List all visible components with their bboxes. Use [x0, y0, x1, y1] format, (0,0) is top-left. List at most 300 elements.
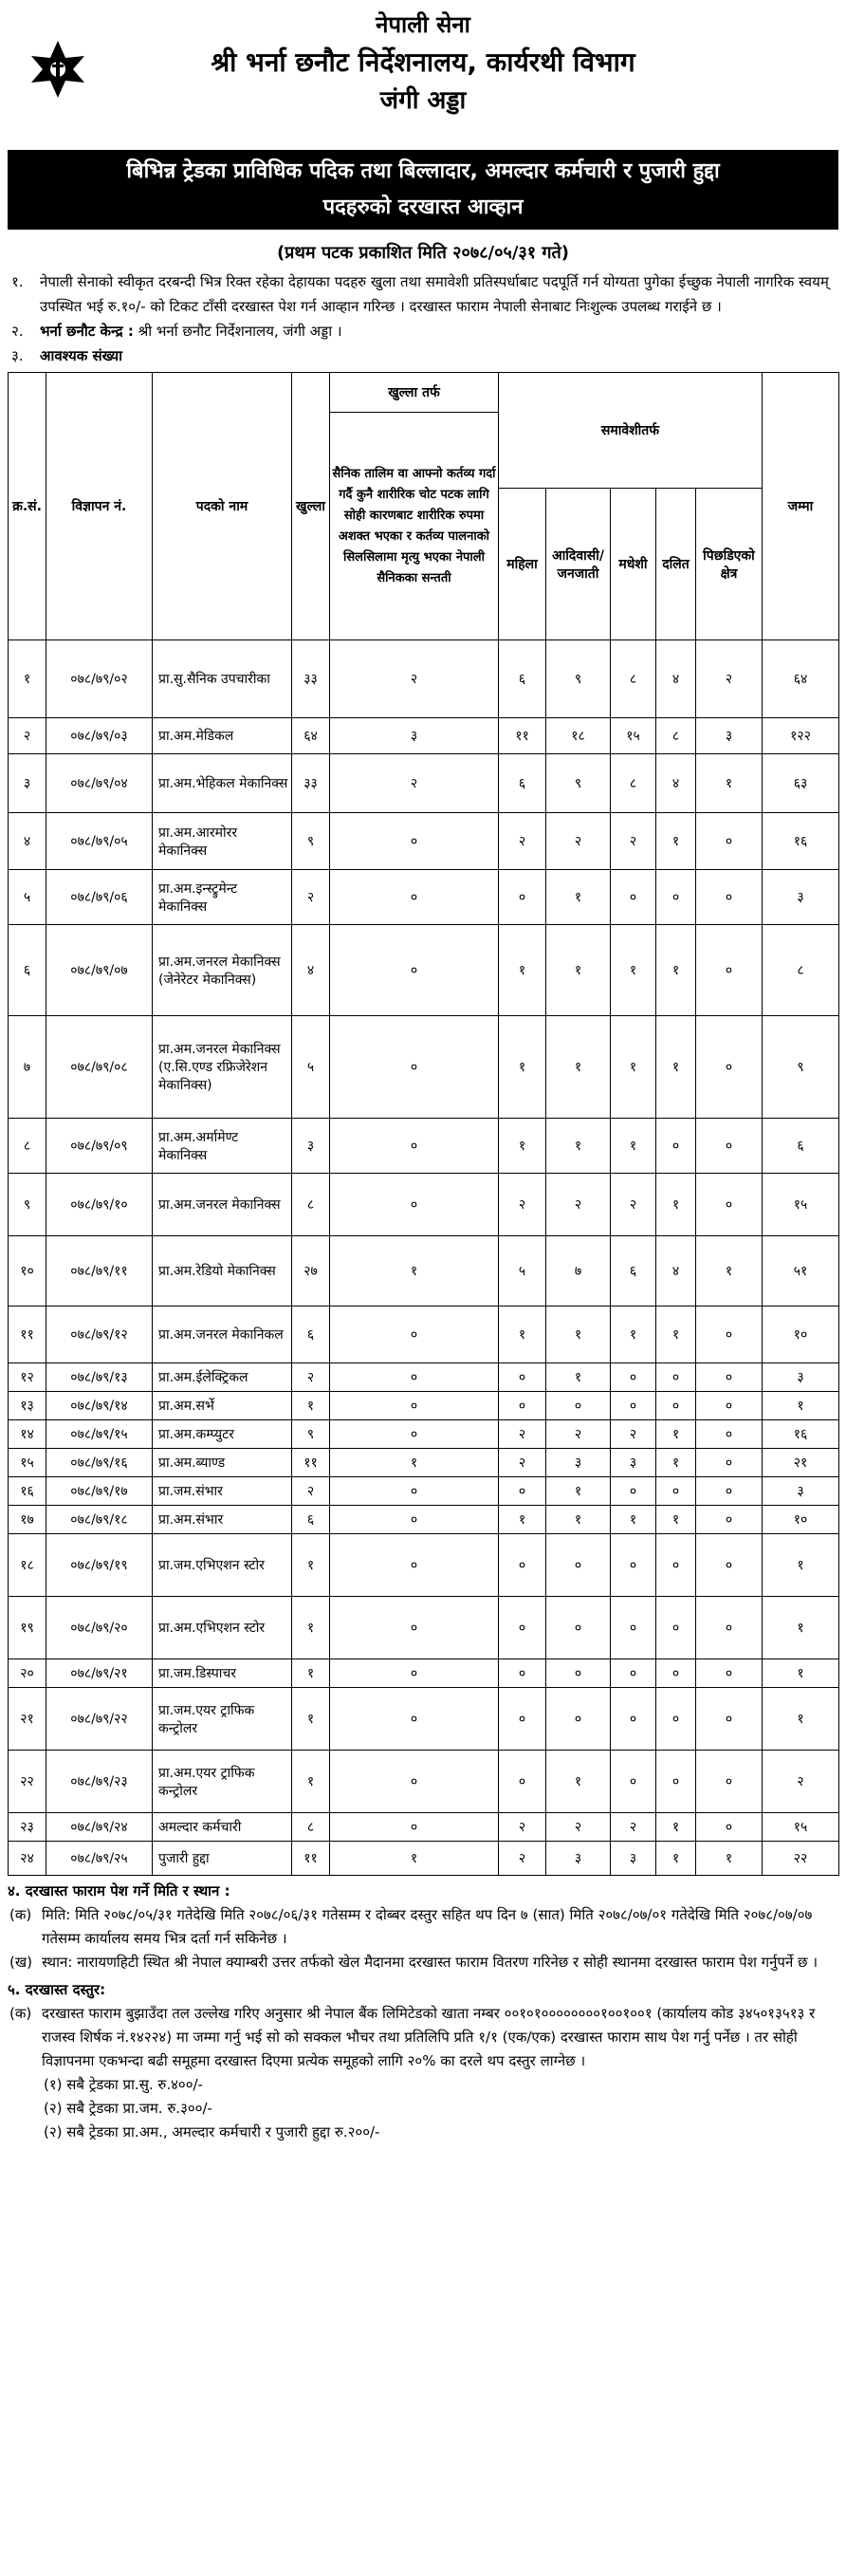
cell-dalit: ४	[656, 754, 696, 813]
cell-sn: ५	[9, 870, 46, 925]
cell-madhesi: ०	[611, 1392, 656, 1420]
banner-line-2: पदहरुको दरखास्त आव्हान	[322, 195, 524, 219]
cell-military: ०	[330, 1477, 499, 1506]
sub-key: (क)	[9, 1906, 32, 1923]
cell-ad-no: ०७८/७९/२०	[46, 1597, 153, 1659]
cell-post-name: प्रा.अम.जनरल मेकानिक्स (जेनेरेटर मेकानिक्स)	[153, 925, 292, 1016]
nepal-army-star-emblem-icon	[28, 40, 87, 99]
para-number: १.	[11, 273, 24, 290]
cell-women: २	[499, 1174, 546, 1236]
cell-total: १	[763, 1534, 839, 1597]
cell-dalit: ०	[656, 1392, 696, 1420]
cell-women: ०	[499, 1688, 546, 1751]
section-5-title: ५. दरखास्त दस्तुर:	[8, 1981, 106, 1998]
cell-total: १६	[763, 813, 839, 870]
cell-total: १०	[763, 1506, 839, 1534]
cell-military: ०	[330, 1363, 499, 1392]
cell-dalit: १	[656, 1016, 696, 1119]
cell-military: २	[330, 754, 499, 813]
cell-post-name: प्रा.सु.सैनिक उपचारीका	[153, 640, 292, 718]
cell-post-name: प्रा.अम.इन्स्ट्रुमेन्ट मेकानिक्स	[153, 870, 292, 925]
cell-madhesi: ०	[611, 870, 656, 925]
cell-women: ०	[499, 1534, 546, 1597]
cell-backward: ०	[696, 1016, 763, 1119]
cell-ad-no: ०७८/७९/०५	[46, 813, 153, 870]
paragraph-1	[8, 269, 838, 319]
cell-dalit: ०	[656, 1119, 696, 1174]
cell-sn: २०	[9, 1659, 46, 1688]
cell-ad-no: ०७८/७९/२१	[46, 1659, 153, 1688]
cell-ad-no: ०७८/७९/११	[46, 1236, 153, 1307]
cell-military: १	[330, 1236, 499, 1307]
cell-military: २	[330, 640, 499, 718]
cell-janajati: १	[546, 1307, 611, 1363]
cell-janajati: ३	[546, 1842, 611, 1876]
cell-janajati: १	[546, 1016, 611, 1119]
cell-open: ३	[292, 1119, 330, 1174]
cell-post-name: प्रा.जम.एभिएशन स्टोर	[153, 1534, 292, 1597]
cell-open: ४	[292, 925, 330, 1016]
cell-total: १२२	[763, 718, 839, 754]
cell-ad-no: ०७८/७९/०९	[46, 1119, 153, 1174]
cell-open: ३३	[292, 754, 330, 813]
cell-sn: २१	[9, 1688, 46, 1751]
notice-banner	[8, 150, 838, 230]
submission-date: मिति: मिति २०७८/०५/३१ गतेदेखि मिति २०७८/०६/३१ गतेसम्म र दोब्बर दस्तुर सहित थप दिन ७ (सात) मिति २०७८/०७/०१ गतेदेखि मिति २०७८/०७/०७ गतेसम्म कार्यालय समय भित्र दर्ता गर्न सकिनेछ ।	[42, 1906, 813, 1947]
cell-sn: ६	[9, 925, 46, 1016]
header-dalit: दलित	[656, 489, 696, 640]
section-5-a	[8, 2002, 838, 2073]
cell-post-name: प्रा.अम.भेहिकल मेकानिक्स	[153, 754, 292, 813]
cell-post-name: प्रा.जम.डिस्पाचर	[153, 1659, 292, 1688]
paragraph-2	[8, 319, 838, 343]
submission-place: स्थान: नारायणहिटी स्थित श्री नेपाल क्याम्बरी उत्तर तर्फको खेल मैदानमा दरखास्त फाराम वितरण गरिनेछ र सोही स्थानमा दरखास्त फाराम पेश गर्नुपर्ने छ ।	[42, 1954, 818, 1971]
cell-total: ३	[763, 1363, 839, 1392]
published-date: (प्रथम पटक प्रकाशित मिति २०७८/०५/३१ गते)	[276, 243, 570, 263]
cell-open: १	[292, 1751, 330, 1813]
cell-dalit: ०	[656, 1477, 696, 1506]
cell-open: ११	[292, 1449, 330, 1477]
table-row	[9, 925, 839, 1016]
cell-military: १	[330, 1842, 499, 1876]
cell-sn: १८	[9, 1534, 46, 1597]
cell-military: ०	[330, 1119, 499, 1174]
fee-item: (२) सबै ट्रेडका प्रा.जम. रु.३००/-	[44, 2100, 212, 2117]
cell-military: १	[330, 1449, 499, 1477]
cell-dalit: ०	[656, 1751, 696, 1813]
cell-women: ११	[499, 718, 546, 754]
cell-women: ०	[499, 870, 546, 925]
cell-backward: ०	[696, 1534, 763, 1597]
cell-post-name: प्रा.अम.जनरल मेकानिक्स (ए.सि.एण्ड रफ्रिजेरेशन मेकानिक्स)	[153, 1016, 292, 1119]
para-number: २.	[11, 323, 24, 340]
cell-post-name: अमल्दार कर्मचारी	[153, 1813, 292, 1842]
cell-women: ६	[499, 754, 546, 813]
cell-total: २१	[763, 1449, 839, 1477]
cell-military: ०	[330, 1534, 499, 1597]
cell-dalit: ०	[656, 1597, 696, 1659]
table-row	[9, 1842, 839, 1876]
cell-janajati: ०	[546, 1597, 611, 1659]
cell-janajati: ९	[546, 754, 611, 813]
cell-total: ६	[763, 1119, 839, 1174]
table-row	[9, 1236, 839, 1307]
cell-total: ३	[763, 870, 839, 925]
cell-dalit: ०	[656, 1659, 696, 1688]
cell-women: १	[499, 1119, 546, 1174]
cell-sn: १९	[9, 1597, 46, 1659]
sub-key: (ख)	[9, 1954, 32, 1971]
cell-dalit: ०	[656, 1534, 696, 1597]
cell-open: ५	[292, 1016, 330, 1119]
cell-backward: ०	[696, 1813, 763, 1842]
cell-women: १	[499, 1506, 546, 1534]
cell-women: १	[499, 1016, 546, 1119]
cell-open: ६	[292, 1506, 330, 1534]
cell-open: १	[292, 1392, 330, 1420]
cell-backward: ३	[696, 718, 763, 754]
cell-backward: १	[696, 754, 763, 813]
cell-total: १	[763, 1659, 839, 1688]
cell-backward: ०	[696, 1506, 763, 1534]
cell-backward: ०	[696, 1751, 763, 1813]
org-name: नेपाली सेना	[376, 11, 470, 38]
cell-open: ८	[292, 1174, 330, 1236]
cell-women: ०	[499, 1659, 546, 1688]
cell-open: ९	[292, 813, 330, 870]
cell-backward: २	[696, 640, 763, 718]
cell-dalit: १	[656, 1420, 696, 1449]
cell-women: २	[499, 813, 546, 870]
cell-ad-no: ०७८/७९/०२	[46, 640, 153, 718]
cell-janajati: ०	[546, 1659, 611, 1688]
para-text: नेपाली सेनाको स्वीकृत दरबन्दी भित्र रिक्त रहेका देहायका पदहरु खुला तथा समावेशी प्रतिस्पर्धाबाट पदपूर्ति गर्न योग्यता पुगेका ईच्छुक नेपाली नागरिक स्वयम् उपस्थित भई रु.१०/- को टिकट टाँसी दरखास्त पेश गर्न आव्हान गरिन्छ । दरखास्त फाराम नेपाली सेनाबाट निःशुल्क उपलब्ध गराईने छ ।	[40, 273, 829, 315]
paragraph-3	[8, 343, 838, 368]
cell-backward: ०	[696, 1659, 763, 1688]
cell-total: १	[763, 1597, 839, 1659]
cell-dalit: १	[656, 1506, 696, 1534]
cell-madhesi: १	[611, 1016, 656, 1119]
cell-backward: ०	[696, 1363, 763, 1392]
cell-post-name: प्रा.अम.एभिएशन स्टोर	[153, 1597, 292, 1659]
cell-dalit: ८	[656, 718, 696, 754]
cell-post-name: प्रा.अम.मेडिकल	[153, 718, 292, 754]
cell-dalit: १	[656, 1449, 696, 1477]
cell-total: ९	[763, 1016, 839, 1119]
cell-post-name: पुजारी हुद्दा	[153, 1842, 292, 1876]
cell-madhesi: २	[611, 813, 656, 870]
cell-sn: २	[9, 718, 46, 754]
cell-military: ०	[330, 813, 499, 870]
vacancy-table	[8, 372, 839, 1876]
cell-ad-no: ०७८/७९/०३	[46, 718, 153, 754]
cell-madhesi: ०	[611, 1688, 656, 1751]
cell-janajati: १	[546, 1119, 611, 1174]
cell-madhesi: ०	[611, 1751, 656, 1813]
cell-madhesi: २	[611, 1420, 656, 1449]
cell-sn: २३	[9, 1813, 46, 1842]
directorate-name: श्री भर्ना छनौट निर्देशनालय, कार्यरथी विभाग	[211, 46, 635, 78]
cell-sn: ७	[9, 1016, 46, 1119]
cell-ad-no: ०७८/७९/१४	[46, 1392, 153, 1420]
cell-military: ०	[330, 1016, 499, 1119]
cell-open: १	[292, 1534, 330, 1597]
cell-military: ०	[330, 925, 499, 1016]
cell-backward: ०	[696, 1420, 763, 1449]
cell-janajati: १	[546, 1506, 611, 1534]
cell-total: १	[763, 1688, 839, 1751]
cell-sn: १६	[9, 1477, 46, 1506]
cell-backward: ०	[696, 1597, 763, 1659]
cell-women: ६	[499, 640, 546, 718]
cell-janajati: १	[546, 1751, 611, 1813]
cell-janajati: २	[546, 1174, 611, 1236]
cell-janajati: ७	[546, 1236, 611, 1307]
cell-total: २	[763, 1751, 839, 1813]
cell-open: २	[292, 870, 330, 925]
para-label: आवश्यक संख्या	[40, 347, 122, 364]
cell-janajati: ०	[546, 1534, 611, 1597]
center-value: श्री भर्ना छनौट निर्देशनालय, जंगी अड्डा ।	[133, 323, 342, 340]
cell-ad-no: ०७८/७९/०७	[46, 925, 153, 1016]
table-row	[9, 1016, 839, 1119]
section-4-a	[8, 1903, 838, 1951]
cell-ad-no: ०७८/७९/२५	[46, 1842, 153, 1876]
cell-military: ०	[330, 1813, 499, 1842]
table-row	[9, 1477, 839, 1506]
cell-ad-no: ०७८/७९/२२	[46, 1688, 153, 1751]
cell-sn: १४	[9, 1420, 46, 1449]
cell-janajati: १८	[546, 718, 611, 754]
header-military-dependents: सैनिक तालिम वा आफ्नो कर्तव्य गर्दा गर्दै कुनै शारीरिक चोट पटक लागि सोही कारणबाट शारीरिक रुपमा अशक्त भएका र कर्तव्य पालनाको सिलसिलामा मृत्यु भएका नेपाली सैनिकका सन्तती	[330, 413, 499, 640]
cell-dalit: १	[656, 813, 696, 870]
header-sn: क्र.सं.	[9, 373, 46, 640]
cell-women: २	[499, 1813, 546, 1842]
cell-total: १५	[763, 1174, 839, 1236]
cell-janajati: २	[546, 813, 611, 870]
cell-sn: ८	[9, 1119, 46, 1174]
section-5	[8, 1978, 838, 2144]
cell-post-name: प्रा.अम.जनरल मेकानिक्स	[153, 1174, 292, 1236]
cell-janajati: ३	[546, 1449, 611, 1477]
cell-dalit: १	[656, 1307, 696, 1363]
cell-madhesi: ३	[611, 1449, 656, 1477]
table-row	[9, 1420, 839, 1449]
cell-post-name: प्रा.जम.एयर ट्राफिक कन्ट्रोलर	[153, 1688, 292, 1751]
cell-sn: १५	[9, 1449, 46, 1477]
cell-janajati: १	[546, 1477, 611, 1506]
cell-open: २	[292, 1363, 330, 1392]
cell-madhesi: ८	[611, 754, 656, 813]
cell-women: २	[499, 1842, 546, 1876]
cell-madhesi: ०	[611, 1534, 656, 1597]
cell-janajati: १	[546, 1363, 611, 1392]
cell-backward: १	[696, 1842, 763, 1876]
cell-women: १	[499, 1307, 546, 1363]
cell-military: ०	[330, 1688, 499, 1751]
cell-military: ०	[330, 1174, 499, 1236]
cell-open: २	[292, 1477, 330, 1506]
cell-backward: ०	[696, 1449, 763, 1477]
cell-dalit: १	[656, 1813, 696, 1842]
cell-backward: ०	[696, 813, 763, 870]
header-open-group: खुल्ला तर्फ	[330, 373, 499, 413]
section-4-title: ४. दरखास्त फाराम पेश गर्ने मिति र स्थान :	[8, 1882, 230, 1900]
table-row	[9, 813, 839, 870]
cell-ad-no: ०७८/७९/२४	[46, 1813, 153, 1842]
cell-sn: १०	[9, 1236, 46, 1307]
cell-madhesi: ८	[611, 640, 656, 718]
cell-dalit: ४	[656, 640, 696, 718]
cell-janajati: २	[546, 1813, 611, 1842]
fee-instructions: दरखास्त फाराम बुझाउँदा तल उल्लेख गरिए अनुसार श्री नेपाल बैंक लिमिटेडको खाता नम्बर ००१०१००००००००१००१००१ (कार्यालय कोड ३४५०१३५१३ र राजस्व शिर्षक नं.१४२२४) मा जम्मा गर्नु भई सो को सक्कल भौचर तथा प्रतिलिपि प्रति १/१ (एक/एक) दरखास्त फाराम साथ पेश गर्नु पर्नेछ । तर सोही विज्ञापनमा एकभन्दा बढी समूहमा दरखास्त दिएमा प्रत्येक समूहको लागि २०% का दरले थप दस्तुर लाग्नेछ ।	[42, 2005, 816, 2069]
cell-janajati: १	[546, 870, 611, 925]
cell-women: ०	[499, 1751, 546, 1813]
cell-post-name: प्रा.अम.ईलेक्ट्रिकल	[153, 1363, 292, 1392]
cell-total: १६	[763, 1420, 839, 1449]
cell-backward: ०	[696, 1477, 763, 1506]
cell-dalit: १	[656, 1174, 696, 1236]
cell-open: ३३	[292, 640, 330, 718]
cell-backward: ०	[696, 1174, 763, 1236]
cell-ad-no: ०७८/७९/१९	[46, 1534, 153, 1597]
cell-sn: २४	[9, 1842, 46, 1876]
cell-women: ०	[499, 1392, 546, 1420]
cell-janajati: ०	[546, 1688, 611, 1751]
header-open: खुल्ला	[292, 373, 330, 640]
cell-post-name: प्रा.अम.जनरल मेकानिकल	[153, 1307, 292, 1363]
cell-post-name: प्रा.अम.ब्याण्ड	[153, 1449, 292, 1477]
cell-post-name: प्रा.अम.रेडियो मेकानिक्स	[153, 1236, 292, 1307]
cell-total: ८	[763, 925, 839, 1016]
cell-women: ०	[499, 1597, 546, 1659]
cell-military: ०	[330, 1506, 499, 1534]
cell-janajati: ९	[546, 640, 611, 718]
cell-military: ०	[330, 870, 499, 925]
cell-dalit: ०	[656, 1688, 696, 1751]
cell-backward: १	[696, 1236, 763, 1307]
cell-backward: ०	[696, 1307, 763, 1363]
table-row	[9, 870, 839, 925]
cell-dalit: १	[656, 925, 696, 1016]
cell-military: ०	[330, 1392, 499, 1420]
cell-military: ०	[330, 1307, 499, 1363]
cell-open: १	[292, 1659, 330, 1688]
cell-ad-no: ०७८/७९/१६	[46, 1449, 153, 1477]
center-label: भर्ना छनौट केन्द्र :	[40, 323, 134, 340]
cell-total: ५१	[763, 1236, 839, 1307]
cell-post-name: प्रा.जम.संभार	[153, 1477, 292, 1506]
cell-military: ०	[330, 1420, 499, 1449]
table-row	[9, 1813, 839, 1842]
banner-line-1: बिभिन्न ट्रेडका प्राविधिक पदिक तथा बिल्लादार, अमल्दार कर्मचारी र पुजारी हुद्दा	[126, 159, 720, 183]
cell-madhesi: १	[611, 1119, 656, 1174]
para-number: ३.	[11, 347, 24, 364]
cell-backward: ०	[696, 1119, 763, 1174]
table-row	[9, 1392, 839, 1420]
cell-military: ३	[330, 718, 499, 754]
cell-ad-no: ०७८/७९/१७	[46, 1477, 153, 1506]
fee-item: (१) सबै ट्रेडका प्रा.सु. रु.४००/-	[44, 2076, 203, 2093]
cell-women: २	[499, 1420, 546, 1449]
cell-military: ०	[330, 1597, 499, 1659]
cell-madhesi: ०	[611, 1659, 656, 1688]
table-row	[9, 1751, 839, 1813]
cell-open: ११	[292, 1842, 330, 1876]
cell-sn: ३	[9, 754, 46, 813]
cell-military: ०	[330, 1751, 499, 1813]
table-row	[9, 718, 839, 754]
header-ad-no: विज्ञापन नं.	[46, 373, 153, 640]
table-row	[9, 1597, 839, 1659]
cell-ad-no: ०७८/७९/०६	[46, 870, 153, 925]
table-row	[9, 1174, 839, 1236]
cell-ad-no: ०७८/७९/१०	[46, 1174, 153, 1236]
cell-total: ६३	[763, 754, 839, 813]
table-row	[9, 1506, 839, 1534]
cell-sn: १	[9, 640, 46, 718]
cell-madhesi: १	[611, 1506, 656, 1534]
cell-open: २७	[292, 1236, 330, 1307]
table-row	[9, 640, 839, 718]
cell-ad-no: ०७८/७९/२३	[46, 1751, 153, 1813]
cell-open: ९	[292, 1420, 330, 1449]
cell-women: ०	[499, 1363, 546, 1392]
cell-ad-no: ०७८/७९/१८	[46, 1506, 153, 1534]
cell-ad-no: ०७८/७९/१५	[46, 1420, 153, 1449]
header-inclusive: समावेशीतर्फ	[499, 373, 763, 489]
table-row	[9, 1534, 839, 1597]
header-madhesi: मधेशी	[611, 489, 656, 640]
header-backward-area: पिछडिएको क्षेत्र	[696, 489, 763, 640]
cell-madhesi: ०	[611, 1477, 656, 1506]
section-4-b	[8, 1951, 838, 1974]
cell-sn: १७	[9, 1506, 46, 1534]
cell-post-name: प्रा.अम.एयर ट्राफिक कन्ट्रोलर	[153, 1751, 292, 1813]
cell-dalit: ०	[656, 870, 696, 925]
cell-backward: ०	[696, 1392, 763, 1420]
cell-post-name: प्रा.अम.सर्भे	[153, 1392, 292, 1420]
header-janajati: आदिवासी/ जनजाती	[546, 489, 611, 640]
vacancy-table-body	[9, 640, 839, 1876]
cell-sn: २२	[9, 1751, 46, 1813]
header-women: महिला	[499, 489, 546, 640]
cell-madhesi: ६	[611, 1236, 656, 1307]
cell-military: ०	[330, 1659, 499, 1688]
cell-madhesi: ०	[611, 1363, 656, 1392]
cell-madhesi: २	[611, 1174, 656, 1236]
table-row	[9, 1363, 839, 1392]
cell-ad-no: ०७८/७९/०४	[46, 754, 153, 813]
cell-women: १	[499, 925, 546, 1016]
header-total: जम्मा	[763, 373, 839, 640]
cell-total: ३	[763, 1477, 839, 1506]
table-row	[9, 1659, 839, 1688]
cell-post-name: प्रा.अम.संभार	[153, 1506, 292, 1534]
cell-total: १५	[763, 1813, 839, 1842]
cell-backward: ०	[696, 870, 763, 925]
cell-backward: ०	[696, 1688, 763, 1751]
fee-item: (२) सबै ट्रेडका प्रा.अम., अमल्दार कर्मचारी र पुजारी हुद्दा रु.२००/-	[44, 2123, 380, 2140]
header	[8, 6, 838, 148]
sub-key: (क)	[9, 2005, 32, 2022]
cell-sn: ४	[9, 813, 46, 870]
cell-dalit: ४	[656, 1236, 696, 1307]
cell-madhesi: १५	[611, 718, 656, 754]
cell-women: २	[499, 1449, 546, 1477]
table-row	[9, 1119, 839, 1174]
cell-post-name: प्रा.अम.कम्प्युटर	[153, 1420, 292, 1449]
